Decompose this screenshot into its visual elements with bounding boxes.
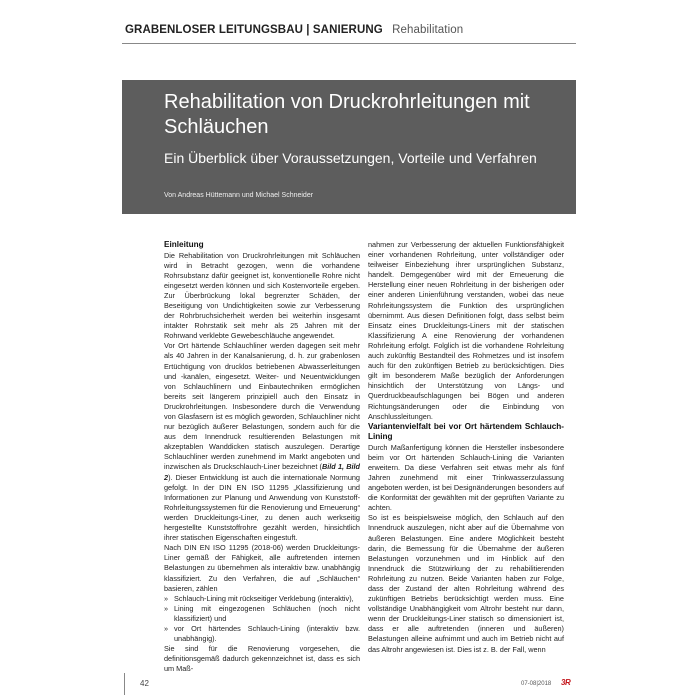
publisher-logo: 3R [561,678,571,687]
issue-label: 07-08|2018 [521,681,552,687]
list-item: » Schlauch-Lining mit rückseitiger Verklebung (interaktiv), [164,594,360,604]
page-number: 42 [140,679,149,688]
article-title: Rehabilitation von Druckrohrleitungen mit Schläuchen [164,91,530,138]
paragraph-text: Vor Ort härtende Schlauchliner werden dagegen seit mehr als 40 Jahren in der Kanalsanierung, d. h. zur grabenlosen Ertüchtigung von drucklos betriebenen Abwasserleitungen und -kanälen, eingesetzt. Weiter- und Neuentwicklungen von Schlauchlinern und Einbautechniken ermöglichen bereits seit längerem prinzipiell auch den Einsatz in Druckrohrleitungen. Insbesondere durch die Verwendung von Glasfasern ist es möglich geworden, Schlauchliner nicht nur bezüglich äußerer Belastungen, sondern auch für die aus dem Innendruck resultierenden Belastungen mit akzeptablen Wanddicken statisch auszulegen. Derartige Schlauchliner werden zunehmend im Markt angeboten und inzwischen als Druckschlauch-Liner bezeichnet ( [164,341,360,472]
figure-reference: Bild 1, Bild 2 [164,462,360,482]
header-section: GRABENLOSER LEITUNGSBAU | SANIERUNG [125,24,383,36]
paragraph: Sie sind für die Renovierung vorgesehen, die definitionsgemäß dadurch gekennzeichnet ist, dass es sich um Maß- [164,644,360,674]
paragraph: Nach DIN EN ISO 11295 (2018-06) werden Druckleitungs-Liner gemäß der Fähigkeit, alle auftretenden internen Belastungen zu übernehmen als interaktiv bzw. unabhängig klassifiziert. Zu den Verfahren, die auf „Schläuchen“ basieren, zählen [164,543,360,593]
paragraph: nahmen zur Verbesserung der aktuellen Funktionsfähigkeit einer vorhandenen Rohrleitung, unter vollständiger oder teilweiser Einbeziehung ihrer ursprünglichen Substanz, handelt. Demgegenüber wird mit der Erneuerung die Herstellung einer neuen Rohrleitung in der bisherigen oder einer anderen Linienführung verstanden, wobei das neue Rohrleitungssystem die Funktion des ursprünglichen übernimmt. Aus diesen Definitionen folgt, dass selbst beim Einsatz eines Druckleitungs-Liners mit der statischen Klassifizierung A eine Renovierung der vorhandenen Rohrleitung erfolgt. Folglich ist die vorhandene Rohrleitung auch zukünftig Bestandteil des Rohmetzes und ist insofern auch für den zukünftigen Betrieb zu berücksichtigen. Dies gilt im besonderem Maße bezüglich der Anforderungen hinsichtlich der Unterstützung von Längs- und Querdruckbeaufschlagungen bei Bögen und anderen Richtungsänderungen oder die Einbindung von Anschlussleitungen. [368,240,564,421]
footer-divider [124,673,125,695]
article-authors: Von Andreas Hüttemann und Michael Schneider [164,192,314,199]
paragraph-text: ). Dieser Entwicklung ist auch die internationale Normung gefolgt. In der DIN EN ISO 11295 „Klassifizierung und Informationen zur Planung und Anwendung von Kunststoff-Rohrleitungssystemen für die Renovierung und Erneuerung“ werden Druckleitungs-Liner, zu denen auch werkseitig hergestellte Kunststoffrohre gezählt werden, hinsichtlich ihrer statischen Eigenschaften eingestuft. [164,472,360,543]
section-heading-intro: Einleitung [164,240,204,249]
title-banner [122,80,576,214]
paragraph: Die Rehabilitation von Druckrohrleitungen mit Schläuchen wird in Betracht gezogen, wenn die vorhandene Rohrsubstanz dafür geeignet ist, konventionelle Rohre nicht eingesetzt werden können und sich Kostenvorteile ergeben. Zur Überbrückung lokal begrenzter Schäden, der Beseitigung von Undichtigkeiten sowie zur Verbesserung der Rohrbruchsicherheit werden bei weiterhin insgesamt intakter Rohrstatik seit mehr als 25 Jahren mit der Rohrwand verklebte Gewebeschläuche angewendet. [164,250,360,341]
list-item: » Lining mit eingezogenen Schläuchen (noch nicht klassifiziert) und [164,604,360,624]
running-header [125,24,463,36]
article-subtitle: Ein Überblick über Voraussetzungen, Vorteile und Verfahren [164,150,537,166]
list-item: » vor Ort härtendes Schlauch-Lining (interaktiv bzw. unabhängig). [164,624,360,644]
paragraph: So ist es beispielsweise möglich, den Schlauch auf den Innendruck auszulegen, nicht aber auf die Übernahme von äußeren Belastungen. Eine andere Möglichkeit besteht darin, die Bemessung für die Übernahme der äußeren Belastungen vorzunehmen und im Hinblick auf den Innendruck die Stützwirkung der zu rehabilitierenden Rohrleitung zu nutzen. Beide Varianten haben zur Folge, dass der Zustand der alten Rohrleitung während des zukünftigen Betriebs berücksichtigt werden muss. Eine vollständige Unabhängigkeit vom Altrohr besteht nur dann, wenn der Druckleitungs-Liner statisch so dimensioniert ist, dass er alle auftretenden (inneren und äußeren) Belastungen alleine aufnimmt und auch im Betrieb nicht auf das Altrohr angewiesen ist. Dies ist z. B. der Fall, wenn [368,513,564,654]
paragraph: Durch Maßanfertigung können die Hersteller insbesondere beim vor Ort härtenden Schlauch-Lining die Varianten erweitern. Da diese Verfahren seit etwas mehr als fünf Jahren zunehmend mit einer Trinkwasserzulassung angeboten werden, ist bei Designänderungen besonders auf die Konformität der gewählten mit der geprüften Variante zu achten. [368,442,564,513]
header-subsection: Rehabilitation [392,24,464,36]
text-column-left [164,240,360,674]
text-column-right [368,240,564,655]
method-list [164,594,360,644]
header-divider [122,43,576,44]
section-heading-variants: Variantenvielfalt bei vor Ort härtendem Schlauch-Lining [368,421,564,442]
paragraph [164,341,360,543]
